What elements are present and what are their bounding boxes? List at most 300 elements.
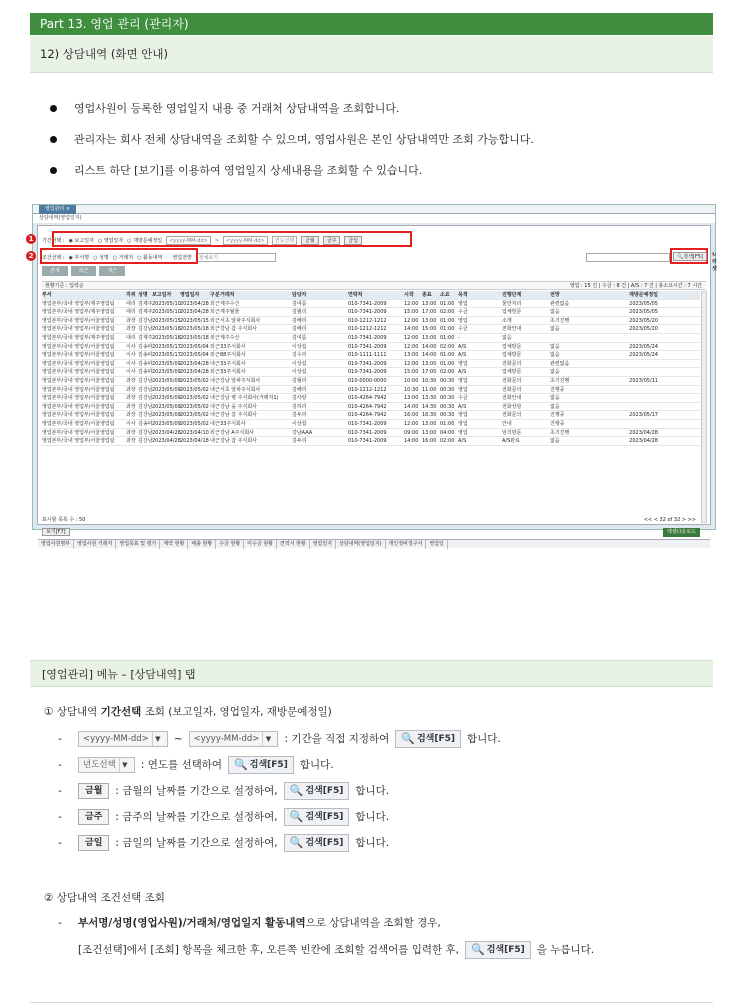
dash: - [58, 759, 62, 771]
guide-suffix: 을 누릅니다. [536, 944, 595, 956]
column-header: 부서 [42, 292, 52, 298]
table-cell: 영업본부/국내 영업부/서울영업팀 [42, 317, 115, 324]
table-cell: 김두리 [292, 438, 307, 445]
bottom-tab[interactable]: 견적서 현황 [277, 540, 310, 549]
guide-line-date-range [58, 729, 501, 749]
dropdown-arrow-icon: ▼ [262, 732, 273, 746]
column-header: 목적 [458, 292, 468, 298]
table-cell: 김제주 [138, 309, 153, 316]
table-cell: 제주수산 [220, 334, 240, 341]
date-to-input[interactable]: <yyyy-MM-dd> [223, 236, 268, 245]
column-header: 담당자 [292, 292, 307, 298]
table-cell: A/S [458, 343, 467, 350]
table-cell: 02:00 [440, 438, 455, 445]
table-cell: 외근 [210, 317, 220, 324]
page-nav[interactable]: << < 32 of 32 > >> [643, 517, 696, 523]
app-content [28, 225, 717, 547]
table-cell: 2023/05/09 [152, 412, 181, 419]
table-cell: 2023/05/18 [180, 334, 209, 341]
radio-name[interactable]: ○ 성명 [93, 255, 109, 261]
table-cell: 01:00 [440, 352, 455, 359]
table-cell: 01:00 [440, 300, 455, 307]
status-basis: 현황기준 : 입력순 [45, 283, 84, 289]
table-row[interactable] [42, 377, 700, 386]
table-cell: 과장 [126, 386, 136, 393]
table-cell: 외근 [210, 326, 220, 333]
table-cell: 과장 [126, 317, 136, 324]
table-cell: 010-7341-2009 [348, 369, 387, 376]
table-cell: 제주수산 [220, 300, 240, 307]
column-header: 진행단계 [502, 292, 522, 298]
search-button[interactable] [284, 834, 350, 852]
table-cell: 33주식회사 [220, 369, 246, 376]
bullet-item: 관리자는 회사 전체 상담내역을 조회할 수 있으며, 영업사원은 본인 상담내역만 조회 가능합니다. [48, 131, 708, 162]
table-cell: 010-4264-7942 [348, 412, 387, 419]
consultation-table [42, 291, 700, 446]
table-cell: 09:00 [404, 429, 419, 436]
guide-line-month [58, 781, 389, 801]
bottom-tab[interactable]: 개인정비청구서 [386, 540, 427, 549]
table-cell: 13:30 [422, 395, 437, 402]
table-cell: 2023/04/28 [180, 309, 209, 316]
table-cell: 영업본부/국내 영업부/제주영업팀 [42, 309, 115, 316]
section-1-title [44, 705, 332, 719]
table-row[interactable] [42, 325, 700, 334]
table-cell: 없음 [550, 369, 560, 376]
table-cell: 04:00 [440, 429, 455, 436]
section-2-title: ② 상담내역 조건선택 조회 [44, 892, 165, 904]
column-header: 시작 [404, 292, 414, 298]
table-cell: 12:00 [404, 317, 419, 324]
table-cell: 전화문의 [502, 360, 522, 367]
radio-revisit-date[interactable]: ○ 재방문예정일 [127, 238, 163, 244]
table-cell: 2023/04/28 [152, 438, 181, 445]
search-label: 검색[F5] [305, 838, 344, 848]
table-row[interactable] [42, 394, 700, 403]
view-button[interactable]: 보기[F7] [42, 528, 70, 536]
column-header: 직위 [126, 292, 136, 298]
table-cell: 김여름 [292, 334, 307, 341]
table-cell: 2023/04/28 [180, 300, 209, 307]
table-cell: 서초 알파주식회사 [220, 386, 261, 393]
this-month-button[interactable]: 금월 [78, 783, 109, 799]
column-header: 영업일자 [180, 292, 200, 298]
table-cell: 물만처리 [502, 300, 522, 307]
table-cell: 14:30 [422, 403, 437, 410]
table-cell: 2023/05/09 [152, 369, 181, 376]
table-cell: 33주식회사 [220, 420, 246, 427]
table-cell: 내근 [210, 412, 220, 419]
today-button[interactable]: 금일 [344, 236, 362, 245]
table-cell: 2023/05/09 [152, 395, 181, 402]
table-cell: 없음 [550, 326, 560, 333]
column-header: 구분 [210, 292, 220, 298]
this-month-button[interactable]: 금월 [301, 236, 319, 245]
table-cell: 88주식회사 [220, 352, 246, 359]
table-cell: 외근 [210, 369, 220, 376]
date-from-field[interactable] [78, 731, 168, 747]
table-cell: 내근 [210, 403, 220, 410]
reset-button-label: 리셋 [712, 259, 717, 272]
table-cell: 영업 [458, 386, 468, 393]
table-cell: 15:00 [422, 326, 437, 333]
table-cell: 010-7341-2009 [348, 429, 387, 436]
guide-text: : 기간을 직접 지정하여 [284, 733, 390, 745]
search-icon: 🔍 [289, 784, 304, 797]
table-cell: 김월리 [292, 309, 307, 316]
search-icon: 🔍 [234, 758, 248, 771]
table-cell: 2023/05/10 [152, 300, 181, 307]
table-cell: 14:00 [404, 438, 419, 445]
table-cell: 김제주 [138, 300, 153, 307]
radio-report-date[interactable]: ◉ 보고일자 [68, 238, 94, 244]
year-select[interactable] [78, 757, 135, 773]
guide-suffix: 합니다. [355, 811, 390, 823]
year-select[interactable]: 연도선택 [272, 236, 297, 245]
table-cell: 전화문의 [502, 377, 522, 384]
table-cell: A/S [458, 438, 467, 445]
table-cell: 33주식회사 [220, 343, 246, 350]
radio-client[interactable]: ○ 거래처 [112, 255, 134, 261]
sec1-post: 조회 (보고일자, 영업일자, 재방문예정일) [141, 706, 332, 718]
guide-line-day [58, 833, 389, 853]
table-cell: 없음 [550, 438, 560, 445]
table-cell: 010-7341-2009 [348, 438, 387, 445]
period-label: 기간선택 : [42, 238, 65, 244]
table-cell: 김송파 [138, 360, 153, 367]
sec1-pre: ① 상담내역 [44, 706, 101, 718]
table-cell: 강남 갑 주식회사 [220, 326, 257, 333]
table-cell: 12:00 [404, 360, 419, 367]
table-cell: 없음 [550, 343, 560, 350]
condition-label: 조건선택 : [42, 255, 65, 261]
radio-dept[interactable]: ◉ 부서명 [68, 255, 90, 261]
year-select-text: 년도선택 [83, 760, 116, 770]
table-cell: 전화안내 [502, 326, 522, 333]
date-to-field[interactable] [189, 731, 279, 747]
table-scrollbar[interactable] [701, 291, 707, 523]
table-cell: 김강남 [138, 377, 153, 384]
table-cell: 13:00 [404, 395, 419, 402]
table-cell: 2023/05/11 [629, 377, 658, 384]
table-cell: 영업본부/국내 영업부/서울영업팀 [42, 420, 115, 427]
search-button[interactable] [228, 756, 294, 774]
refresh-icon: ↻ [712, 252, 717, 258]
tab-outside[interactable]: 외근 [71, 266, 97, 276]
table-cell: 김베리 [292, 386, 307, 393]
table-cell: 과장 [126, 395, 136, 402]
table-row[interactable] [42, 429, 700, 438]
table-row[interactable] [42, 300, 700, 309]
table-cell: 안내 [502, 420, 512, 427]
table-cell: 김강남 [138, 403, 153, 410]
table-cell: 영업 [458, 300, 468, 307]
table-cell: 영업본부/국내 영업부/서울영업팀 [42, 403, 115, 410]
table-cell: 영업본부/국내 영업부/서울영업팀 [42, 369, 115, 376]
table-cell: 강남 병 주식회사(거래처1) [220, 395, 279, 402]
table-cell: 13:00 [422, 429, 437, 436]
tab-all[interactable]: 전체 [42, 266, 68, 276]
bottom-tab[interactable]: 영업목표 및 평가 [116, 540, 160, 549]
table-cell: 2023/05/09 [152, 420, 181, 427]
table-cell: 2023/05/02 [180, 403, 209, 410]
guide-line-year [58, 755, 334, 775]
table-cell: 전화안내 [502, 395, 522, 402]
table-cell: 외근 [210, 352, 220, 359]
table-cell: 이상섭 [292, 360, 307, 367]
search-label: 검색[F5] [486, 945, 525, 955]
condition-search-input[interactable] [586, 253, 670, 262]
table-cell: 영업본부/국내 영업부/서울영업팀 [42, 386, 115, 393]
stage-label: 영업전망 [172, 255, 192, 261]
table-cell: 과장 [126, 377, 136, 384]
table-cell: 10:30 [404, 386, 419, 393]
table-cell: 강남 A주식회사 [220, 429, 254, 436]
table-row[interactable] [42, 368, 700, 377]
breadcrumb: 상담내역(영업일지) [33, 214, 715, 223]
table-cell: 김여름 [292, 300, 307, 307]
search-label: 검색[F5] [249, 760, 288, 770]
table-cell: 진행중 [550, 420, 565, 427]
table-cell: 영업본부/국내 영업부/서울영업팀 [42, 352, 115, 359]
table-row[interactable] [42, 317, 700, 326]
table-cell: 김강남 [138, 386, 153, 393]
table-row[interactable] [42, 386, 700, 395]
table-cell: 02:00 [440, 309, 455, 316]
bottom-tab[interactable]: 계약 현황 [160, 540, 188, 549]
table-cell: 김강남 [138, 438, 153, 445]
table-cell: 01:00 [440, 326, 455, 333]
table-cell: 제주월물 [220, 309, 240, 316]
guide-suffix: 합니다. [299, 759, 334, 771]
table-cell: 10:00 [404, 377, 419, 384]
search-button-label: 검색[F5] [683, 254, 703, 260]
guide-line-condition-2 [78, 940, 594, 960]
table-cell: 영업본부/국내 영업부/서울영업팀 [42, 326, 115, 333]
table-cell: A/S [458, 369, 467, 376]
status-summary: 영업 : 15 건 | 수금 : 8 건 | A/S : 7 건 | 총소요시간 : 7 시간 [569, 283, 702, 289]
table-cell: 진행중 [550, 386, 565, 393]
table-cell: 2023/05/09 [152, 377, 181, 384]
table-cell: 관련없음 [550, 360, 570, 367]
table-row[interactable] [42, 343, 700, 352]
this-week-button[interactable]: 금주 [323, 236, 341, 245]
bullet-item: 영업사원이 등록한 영업일지 내용 중 거래처 상담내역을 조회합니다. [48, 100, 708, 131]
table-cell: 영업본부/국내 영업부/제주영업팀 [42, 300, 115, 307]
table-cell: 16:00 [404, 412, 419, 419]
bullet-item: 리스트 하단 [보기]를 이용하여 영업일지 상세내용을 조회할 수 있습니다. [48, 162, 708, 193]
bottom-tab[interactable]: 영업사원명부 [38, 540, 74, 549]
table-cell: 00:30 [440, 412, 455, 419]
table-cell: 12:00 [404, 343, 419, 350]
table-cell: 2023/05/17 [152, 352, 181, 359]
table-cell: 이상섭 [292, 369, 307, 376]
table-cell: 영업 [458, 412, 468, 419]
section-title-bar: 12) 상담내역 (화면 안내) [30, 36, 713, 73]
table-cell: 2023/05/17 [152, 343, 181, 350]
table-cell: 2023/05/05 [629, 309, 658, 316]
bottom-tab[interactable]: 영업일 [426, 540, 448, 549]
table-cell: 010-1111-1111 [348, 352, 387, 359]
table-cell: 14:00 [422, 343, 437, 350]
table-cell: 대리 [126, 300, 136, 307]
status-bar [42, 281, 706, 290]
tilde: ~ [173, 733, 183, 745]
search-button[interactable] [465, 941, 531, 959]
table-cell: 없음 [550, 309, 560, 316]
bottom-tab[interactable]: 수금 현황 [216, 540, 244, 549]
table-cell: 전화상담 [502, 403, 522, 410]
date-to-text: <yyyy-MM-dd> [193, 734, 260, 744]
stage-select[interactable]: 전체보기 [196, 253, 276, 262]
table-cell: 영업본부/국내 영업부/서울영업팀 [42, 360, 115, 367]
table-row[interactable] [42, 403, 700, 412]
marker-1: 1 [26, 234, 36, 244]
table-cell: 내근 [210, 360, 220, 367]
table-cell: A/S [458, 352, 467, 359]
table-cell: 33주식회사 [220, 360, 246, 367]
radio-sales-date[interactable]: ○ 영업일자 [97, 238, 124, 244]
table-cell: 내근 [210, 386, 220, 393]
table-cell: 대리 [126, 309, 136, 316]
app-tab-bar [33, 205, 715, 214]
table-cell: 14:00 [422, 352, 437, 359]
bottom-tab[interactable]: 영업일지 [310, 540, 336, 549]
table-row[interactable] [42, 351, 700, 360]
guide-line-week [58, 807, 389, 827]
excel-download-button[interactable]: 엑셀다운로드 [663, 528, 700, 537]
bottom-tab-bar [38, 539, 710, 548]
table-row[interactable] [42, 411, 700, 420]
table-row[interactable] [42, 360, 700, 369]
guide-text: : 금일의 날짜를 기간으로 설정하여, [115, 837, 278, 849]
table-row[interactable] [42, 308, 700, 317]
table-cell: 2023/05/20 [629, 317, 658, 324]
today-button[interactable]: 금일 [78, 835, 109, 851]
table-cell: 초기진행 [550, 317, 570, 324]
this-week-button[interactable]: 금주 [78, 809, 109, 825]
table-cell: 영업본부/국내 영업부/서울영업팀 [42, 429, 115, 436]
search-button[interactable] [673, 252, 707, 261]
table-cell: 업체방문 [502, 343, 522, 350]
table-cell: 김강남 [138, 412, 153, 419]
guide-text: : 금월의 날짜를 기간으로 설정하여, [115, 785, 278, 797]
table-cell: 영업본부/국내 영업부/서울영업팀 [42, 343, 115, 350]
filter-tabs [42, 266, 125, 276]
table-cell: 16:30 [422, 412, 437, 419]
table-cell: 010-7341-2009 [348, 343, 387, 350]
guide-bold: 부서명/성명(영업사원)/거래처/영업일지 활동내역 [78, 917, 306, 929]
table-cell: A/S완료 [502, 438, 520, 445]
table-cell: 2023/05/02 [180, 420, 209, 427]
search-button[interactable] [284, 782, 350, 800]
table-cell: 2023/05/24 [629, 343, 658, 350]
table-cell: 수금 [458, 395, 468, 402]
table-cell: 010-7341-2009 [348, 334, 387, 341]
dash: - [58, 733, 62, 745]
table-cell: 이상섭 [292, 420, 307, 427]
page-size[interactable]: 표시할 목록 수 : 50 [42, 517, 86, 523]
table-cell: 010-0000-0000 [348, 377, 387, 384]
table-cell: 13:00 [422, 420, 437, 427]
bottom-tab[interactable]: 영업사원 거래처 [74, 540, 116, 549]
table-row[interactable] [42, 420, 700, 429]
table-cell: 2023/05/18 [180, 326, 209, 333]
table-cell: 12:00 [404, 300, 419, 307]
table-row[interactable] [42, 437, 700, 446]
reset-button[interactable] [712, 252, 717, 272]
column-header: 전망 [550, 292, 560, 298]
table-cell: 13:00 [404, 352, 419, 359]
guide-suffix: 합니다. [355, 837, 390, 849]
bottom-tab[interactable]: 미수금 현황 [244, 540, 277, 549]
app-tab[interactable]: 영업관리 × [39, 205, 76, 214]
column-header: 거래처 [220, 292, 235, 298]
table-cell: 김송파 [138, 343, 153, 350]
table-cell: 영업 [458, 429, 468, 436]
search-icon: 🔍 [471, 943, 485, 956]
search-label: 검색[F5] [305, 786, 344, 796]
table-cell: 00:30 [440, 386, 455, 393]
search-icon: 🔍 [289, 810, 304, 823]
highlight-box-period [52, 231, 412, 247]
table-cell: 16:00 [422, 438, 437, 445]
table-cell: 외근 [210, 429, 220, 436]
table-cell: 김제주 [138, 334, 153, 341]
date-from-input[interactable]: <yyyy-MM-dd> [166, 236, 211, 245]
table-cell: 김월리 [292, 377, 307, 384]
radio-activity[interactable]: ○ 활동내역 [137, 255, 163, 261]
table-cell: 김송파 [138, 352, 153, 359]
table-cell: 14:00 [404, 403, 419, 410]
table-cell: 13:00 [422, 360, 437, 367]
search-button[interactable] [284, 808, 350, 826]
dash: - [58, 917, 62, 929]
guide-text: : 금주의 날짜를 기간으로 설정하여, [115, 811, 278, 823]
guide-text: [조건선택]에서 [조회] 항목을 체크한 후, 오른쪽 빈칸에 조회할 검색어를 입력한 후, [78, 944, 460, 956]
table-cell: 업체방문 [502, 352, 522, 359]
table-cell: 01:00 [440, 317, 455, 324]
table-cell: 11:00 [422, 386, 437, 393]
table-row[interactable] [42, 334, 700, 343]
column-header: 종료 [422, 292, 432, 298]
table-cell: 이사 [126, 352, 136, 359]
table-cell: 2023/05/15 [180, 317, 209, 324]
table-cell: 2023/05/18 [152, 334, 181, 341]
table-cell: 없음 [550, 395, 560, 402]
search-button[interactable] [395, 730, 461, 748]
search-label: 검색[F5] [416, 734, 456, 744]
table-cell: 강남 을 주식회사 [220, 403, 257, 410]
table-cell: 2023/05/02 [180, 386, 209, 393]
guide-post: 으로 상담내역을 조회할 경우, [305, 917, 441, 929]
table-cell: 17:00 [422, 309, 437, 316]
table-cell: 2023/05/09 [152, 403, 181, 410]
table-cell: 영업본부/국내 영업부/제주영업팀 [42, 334, 115, 341]
dash: - [58, 785, 62, 797]
bottom-tab[interactable]: 매출 현황 [188, 540, 216, 549]
tab-inside[interactable]: 내근 [99, 266, 125, 276]
table-cell: 2023/05/05 [629, 300, 658, 307]
bottom-tab[interactable]: 상담내역(영업일지) [336, 540, 386, 549]
table-cell: 전화문의 [502, 412, 522, 419]
table-cell: 영업 [458, 360, 468, 367]
dash: - [58, 837, 62, 849]
table-cell: 2023/04/28 [629, 429, 658, 436]
table-cell: 2023/05/17 [629, 412, 658, 419]
table-cell: 14:00 [404, 326, 419, 333]
guide-suffix: 합니다. [355, 785, 390, 797]
